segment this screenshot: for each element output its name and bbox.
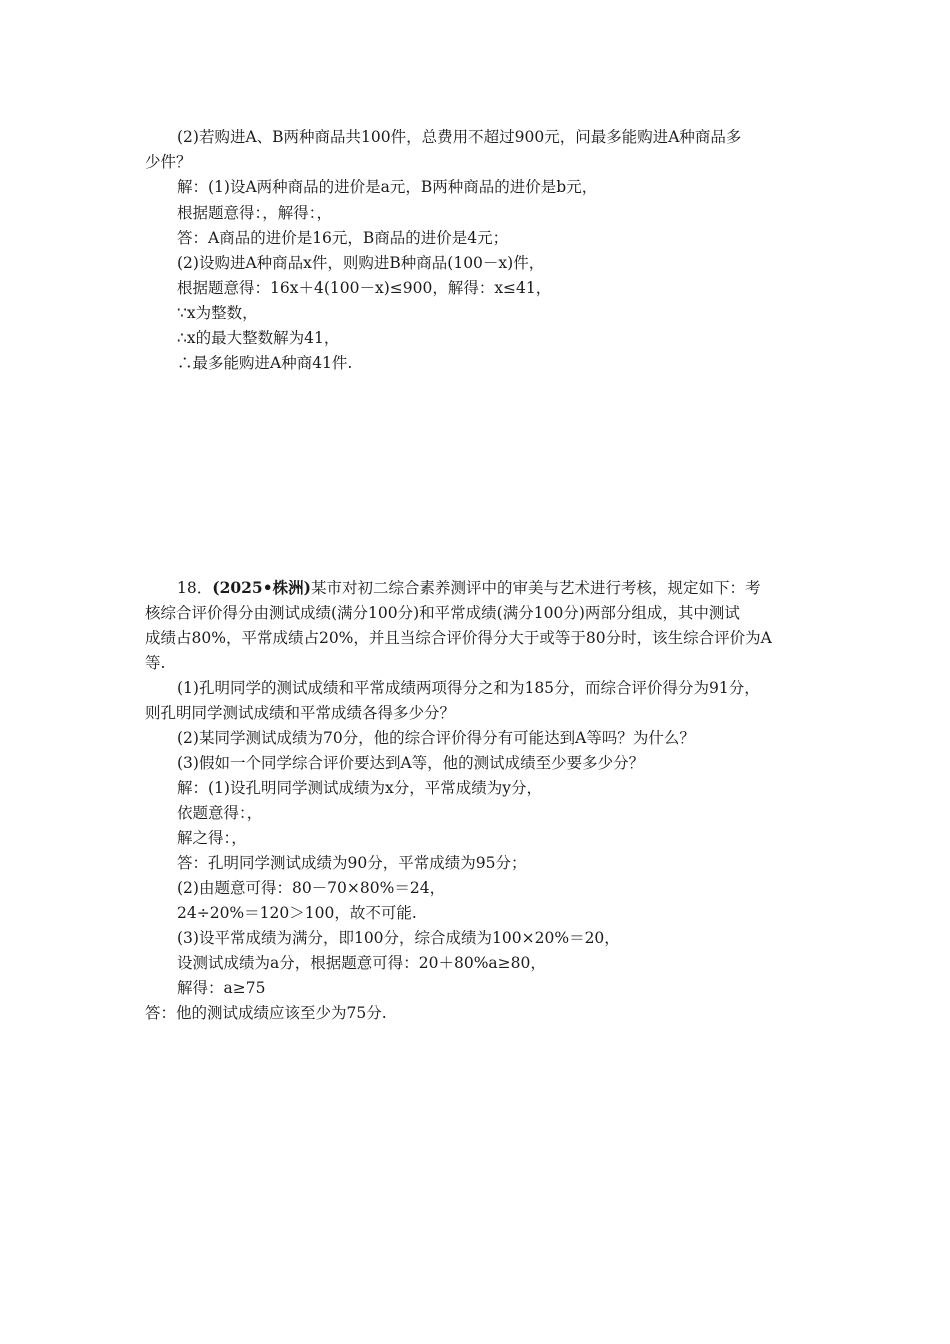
p18-number: 18．: [177, 579, 213, 597]
p17-solution-line: 根据题意得：16x＋4(100－x)≤900，解得：x≤41，: [177, 279, 552, 297]
p18-solution-line: (3)设平常成绩为满分，即100分，综合成绩为100×20%＝20，: [177, 929, 620, 947]
p18-final-answer: 答：他的测试成绩应该至少为75分.: [145, 1004, 387, 1022]
p18-solution-line: 答：孔明同学测试成绩为90分，平常成绩为95分；: [177, 854, 527, 872]
p17-solution-line: ∵x为整数，: [177, 304, 258, 322]
p18-q1-line1: (1)孔明同学的测试成绩和平常成绩两项得分之和为185分，而综合评价得分为91分，: [177, 679, 760, 697]
p17-solution-line: 解：(1)设A两种商品的进价是a元，B两种商品的进价是b元，: [177, 178, 598, 196]
p17-solution-line: 根据题意得：，解得：，: [177, 204, 333, 222]
p18-stem-line: 成绩占80%，平常成绩占20%，并且当综合评价得分大于或等于80分时，该生综合评价为A: [145, 629, 772, 647]
p18-stem-line: 等.: [145, 654, 166, 672]
p17-solution-line: (2)设购进A种商品x件，则购进B种商品(100－x)件，: [177, 254, 545, 272]
p18-stem-line: 核综合评价得分由测试成绩(满分100分)和平常成绩(满分100分)两部分组成，其中测试: [145, 604, 740, 622]
p18-solution-line: 解得：a≥75: [177, 979, 266, 997]
p18-solution-line: 解：(1)设孔明同学测试成绩为x分，平常成绩为y分，: [177, 779, 542, 797]
p17-solution-line: ∴x的最大整数解为41，: [177, 329, 340, 347]
p18-q2: (2)某同学测试成绩为70分，他的综合评价得分有可能达到A等吗？为什么？: [177, 729, 695, 747]
p18-solution-line: 解之得：，: [177, 829, 247, 847]
p17-solution-line: 答：A商品的进价是16元，B商品的进价是4元；: [177, 229, 509, 247]
p18-solution-line: (2)由题意可得：80－70×80%＝24，: [177, 879, 446, 897]
p18-stem-line1: [177, 578, 760, 598]
p18-q1-line2: 则孔明同学测试成绩和平常成绩各得多少分？: [145, 704, 456, 722]
p17-part2-question-line2: 少件？: [145, 153, 192, 171]
p18-source: (2025•株洲): [212, 578, 311, 597]
p18-q3: (3)假如一个同学综合评价要达到A等，他的测试成绩至少要多少分？: [177, 754, 645, 772]
p18-solution-line: 设测试成绩为a分，根据题意可得：20＋80%a≥80，: [177, 954, 546, 972]
p18-stem-text: 某市对初二综合素养测评中的审美与艺术进行考核，规定如下：考: [310, 579, 761, 597]
p18-solution-line: 依题意得：，: [177, 804, 263, 822]
p18-solution-line: 24÷20%＝120＞100，故不可能.: [177, 904, 417, 922]
p17-solution-line: ∴最多能购进A种商41件.: [177, 354, 353, 372]
p17-part2-question-line1: (2)若购进A、B两种商品共100件，总费用不超过900元，问最多能购进A种商品多: [177, 128, 742, 146]
